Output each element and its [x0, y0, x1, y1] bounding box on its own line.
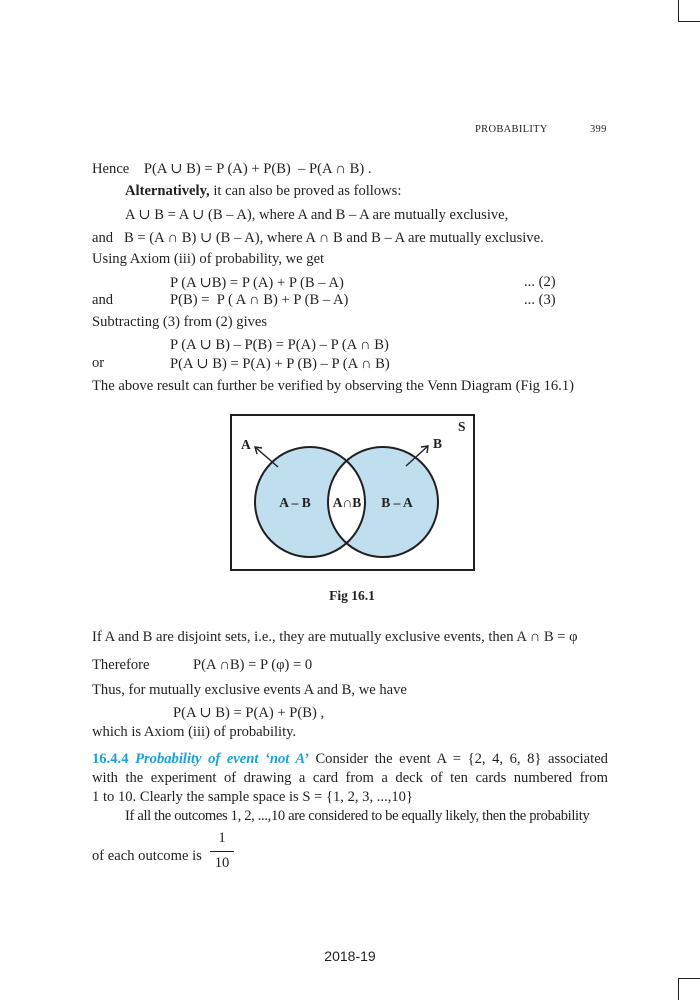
fraction-numerator: 1	[218, 830, 226, 846]
alternatively-line	[125, 183, 401, 200]
section-line-4: If all the outcomes 1, 2, ...,10 are considered to be equally likely, then the probability	[125, 808, 590, 824]
universe-label: S	[458, 419, 466, 434]
fraction-one-tenth	[210, 830, 234, 872]
section-number: 16.4.4	[92, 751, 129, 767]
and-b-line: and B = (A ∩ B) ∪ (B – A), where A ∩ B and B – A are mutually exclusive.	[92, 230, 544, 246]
section-title: Probability of event ‘not A’	[135, 751, 309, 767]
equation-2-number: ... (2)	[524, 274, 556, 290]
therefore-equation: P(A ∩B) = P (φ) = 0	[193, 657, 313, 673]
crop-mark-top-right	[678, 0, 679, 22]
equation-5: P(A ∪ B) = P(A) + P (B) – P (A ∩ B)	[170, 356, 390, 372]
subtracting-line: Subtracting (3) from (2) gives	[92, 314, 268, 330]
union-split-line: A ∪ B = A ∪ (B – A), where A and B – A are mutually exclusive,	[125, 207, 509, 223]
section-line-1: Consider the event A = {2, 4, 6, 8} associated	[315, 751, 608, 767]
fraction-denominator: 10	[214, 855, 230, 871]
set-b-label: B	[433, 436, 443, 451]
figure-caption: Fig 16.1	[329, 588, 375, 603]
equation-3-number: ... (3)	[524, 292, 556, 308]
using-axiom-line: Using Axiom (iii) of probability, we get	[92, 251, 325, 267]
hence-equation: Hence P(A ∪ B) = P (A) + P(B) – P(A ∩ B) .	[92, 161, 372, 177]
arrow-a-icon	[255, 447, 278, 467]
crop-mark-bottom-right	[678, 978, 679, 1000]
running-title: PROBABILITY	[475, 124, 548, 135]
region-b-minus-a-label: B – A	[381, 495, 413, 510]
page-number: 399	[590, 124, 607, 135]
therefore-label: Therefore	[92, 657, 150, 673]
set-a-label: A	[241, 437, 251, 452]
or-label: or	[92, 355, 105, 371]
section-line-5: of each outcome is	[92, 848, 202, 864]
footer-year: 2018-19	[324, 948, 376, 964]
region-a-and-b-label: A∩B	[332, 495, 362, 510]
section-line-2: with the experiment of drawing a card from a deck of ten cards numbered from	[92, 770, 608, 786]
fraction-bar	[210, 851, 234, 852]
crop-mark-bottom-right-h	[678, 978, 700, 979]
and-label: and	[92, 292, 114, 308]
crop-mark-top-right-h	[678, 21, 700, 22]
thus-line: Thus, for mutually exclusive events A and B, we have	[92, 682, 407, 698]
equation-3: P(B) = P ( A ∩ B) + P (B – A)	[170, 292, 349, 308]
alternatively-rest: it can also be proved as follows:	[209, 183, 402, 199]
equation-4: P (A ∪ B) – P(B) = P(A) – P (A ∩ B)	[170, 337, 389, 353]
alternatively-bold: Alternatively,	[125, 183, 210, 199]
disjoint-line: If A and B are disjoint sets, i.e., they are mutually exclusive events, then A ∩ B = φ	[92, 629, 578, 645]
section-first-line	[92, 751, 608, 768]
venn-intro-line: The above result can further be verified by observing the Venn Diagram (Fig 16.1)	[92, 378, 574, 394]
section-line-3: 1 to 10. Clearly the sample space is S = {1, 2, 3, ...,10}	[92, 789, 413, 805]
equation-2: P (A ∪B) = P (A) + P (B – A)	[170, 275, 344, 291]
which-is-line: which is Axiom (iii) of probability.	[92, 724, 297, 740]
region-a-minus-b-label: A – B	[279, 495, 311, 510]
axiom-equation: P(A ∪ B) = P(A) + P(B) ,	[173, 705, 325, 721]
venn-diagram	[0, 410, 700, 610]
